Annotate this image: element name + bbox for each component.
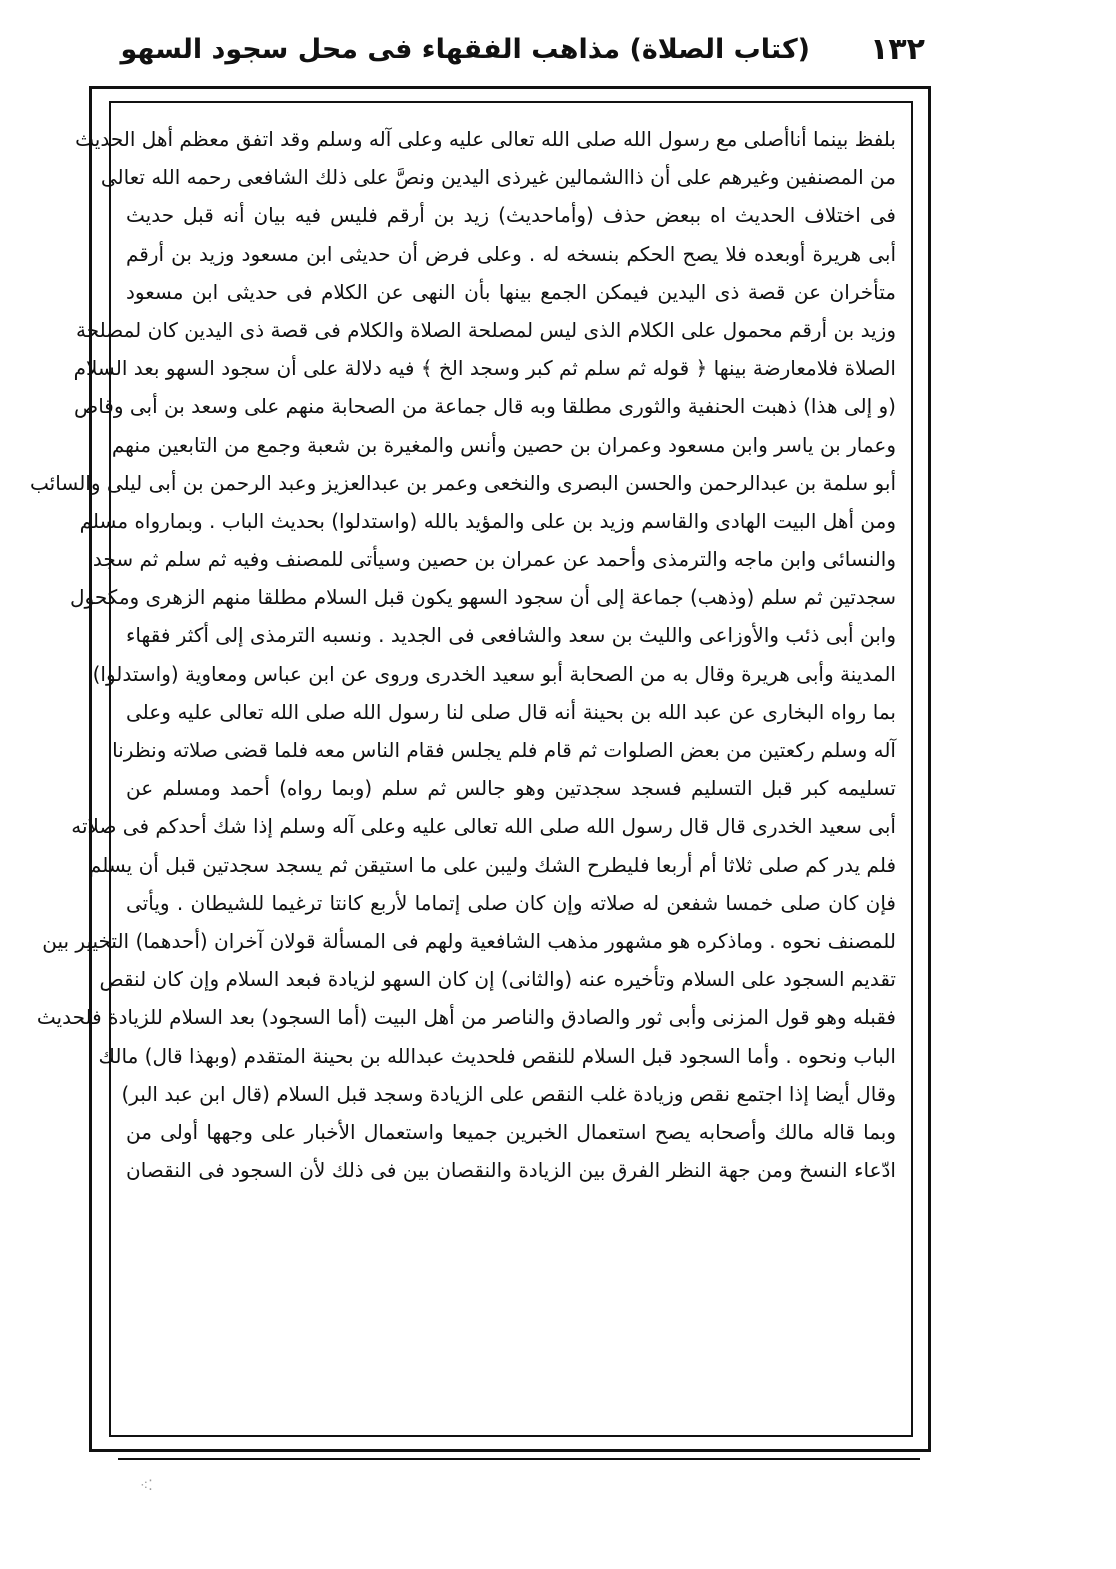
text-line: أبى هريرة أوبعده فلا يصح الحكم بنسخه له . وعلى فرض أن حديثى ابن مسعود وزيد بن أرقم — [126, 241, 896, 266]
text-line: سجدتين ثم سلم (وذهب) جماعة إلى أن سجود السهو يكون قبل السلام مطلقا منهم الزهرى ومكحول — [70, 585, 896, 610]
text-line: وبما قاله مالك وأصحابه يصح استعمال الخبرين جميعا واستعمال الأخبار على وجهها أولى من — [126, 1119, 896, 1144]
text-line: بما رواه البخارى عن عبد الله بن بحينة أنه قال صلى لنا رسول الله صلى الله تعالى عليه وعلى — [126, 699, 896, 724]
page-header — [120, 28, 925, 78]
text-line: وابن أبى ذئب والأوزاعى والليث بن سعد والشافعى فى الجديد . ونسبه الترمذى إلى أكثر فقهاء — [126, 623, 896, 648]
text-line: للمصنف نحوه . وماذكره هو مشهور مذهب الشافعية ولهم فى المسألة قولان آخران (أحدهما) التخيير بين — [42, 928, 896, 953]
text-line: آله وسلم ركعتين من بعض الصلوات ثم قام فلم يجلس فقام الناس معه فلما قضى صلاته ونظرنا — [112, 738, 896, 762]
text-line: الصلاة فلامعارضة بينها ﴿ قوله ثم سلم ثم كبر وسجد الخ ﴾ فيه دلالة على أن سجود السهو بعد السلام — [73, 356, 896, 381]
main-text-block — [30, 120, 896, 1189]
text-line: وعمار بن ياسر وابن مسعود وعمران بن حصين وأنس والمغيرة بن شعبة وجمع من التابعين منهم — [111, 432, 896, 457]
text-line: أبى سعيد الخدرى قال قال رسول الله صلى الله تعالى عليه وعلى آله وسلم إذا شك أحدكم فى صلاته — [71, 814, 896, 839]
text-line: (و إلى هذا) ذهبت الحنفية والثورى مطلقا وبه قال جماعة من الصحابة منهم على وسعد بن أبى وقاص — [74, 394, 896, 419]
text-line: المدينة وأبى هريرة وقال به من الصحابة أبو سعيد الخدرى وروى عن ابن عباس ومعاوية (واستدلوا) — [92, 661, 896, 686]
text-line: فى اختلاف الحديث اه ببعض حذف (وأماحديث) زيد بن أرقم فليس فيه بيان أنه قبل حديث — [126, 203, 896, 228]
text-line: تقديم السجود على السلام وتأخيره عنه (والثانى) إن كان السهو لزيادة فبعد السلام وإن كان لنقص — [99, 967, 896, 992]
text-line: بلفظ بينما أناأصلى مع رسول الله صلى الله تعالى عليه وعلى آله وسلم وقد اتفق معظم أهل الحديث — [75, 127, 896, 151]
text-line: أبو سلمة بن عبدالرحمن والحسن البصرى والنخعى وعمر بن عبدالعزيز وعبد الرحمن بن أبى ليلى والسائب — [30, 470, 896, 495]
text-line: ومن أهل البيت الهادى والقاسم وزيد بن على والمؤيد بالله (واستدلوا) بحديث الباب . وبمارواه مسلم — [79, 508, 896, 533]
page-number: ١٣٢ — [870, 32, 925, 67]
text-line: من المصنفين وغيرهم على أن ذاالشمالين غيرذى اليدين ونصَّ على ذلك الشافعى رحمه الله تعالى — [100, 165, 896, 190]
text-line: متأخران عن قصة ذى اليدين فيمكن الجمع بينها بأن النهى عن الكلام فى حديثى ابن مسعود — [126, 279, 896, 304]
text-line: والنسائى وابن ماجه والترمذى وأحمد عن عمران بن حصين وسيأتى للمصنف وفيه ثم سلم ثم سجد — [92, 547, 896, 572]
text-line: وقال أيضا إذا اجتمع نقص وزيادة غلب النقص على الزيادة وسجد قبل السلام (قال ابن عبد البر) — [121, 1081, 896, 1106]
text-line: فلم يدر كم صلى ثلاثا أم أربعا فليطرح الشك وليبن على ما استيقن ثم يسجد سجدتين قبل أن يسلم — [88, 852, 896, 877]
page-border-bottom-rule — [118, 1458, 920, 1460]
text-line: ادّعاء النسخ ومن جهة النظر الفرق بين الزيادة والنقصان بين فى ذلك لأن السجود فى النقصان — [126, 1158, 896, 1183]
text-line: وزيد بن أرقم محمول على الكلام الذى ليس لمصلحة الصلاة والكلام فى قصة ذى اليدين كان لمصلحة — [76, 317, 896, 342]
text-line: تسليمه كبر قبل التسليم فسجد سجدتين وهو جالس ثم سلم (وبما رواه) أحمد ومسلم عن — [126, 776, 896, 801]
text-line: الباب ونحوه . وأما السجود قبل السلام للنقص فلحديث عبدالله بن بحينة المتقدم (وبهذا قال) مالك — [98, 1043, 896, 1068]
running-title: (كتاب الصلاة) مذاهب الفقهاء فى محل سجود السهو — [120, 34, 810, 65]
scan-smudge: ⁖⁚ — [140, 1478, 153, 1494]
text-line: فإن كان صلى خمسا شفعن له صلاته وإن كان صلى إتماما لأربع كانتا ترغيما للشيطان . ويأتى — [126, 890, 896, 915]
text-line: فقبله وهو قول المزنى وأبى ثور والصادق والناصر من أهل البيت (أما السجود) بعد السلام للزيادة فلحديث — [36, 1005, 896, 1030]
